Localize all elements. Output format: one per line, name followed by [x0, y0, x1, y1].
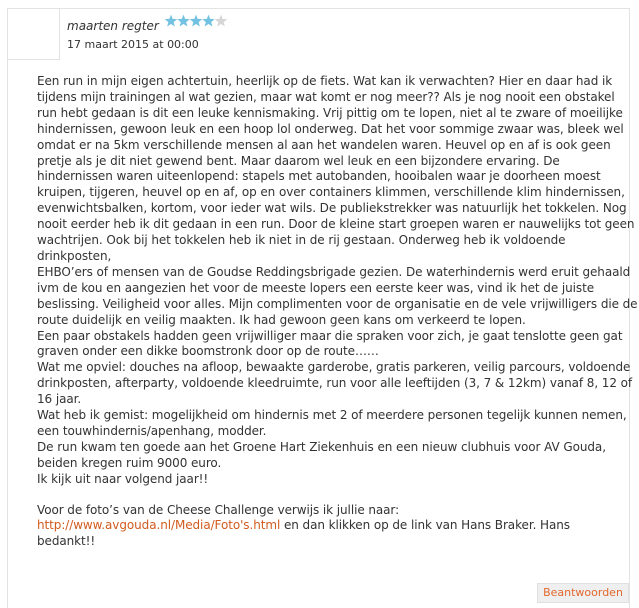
comment-line: route duidelijk en veilig maakten. Ik had gewoon geen kans om verkeerd te lopen.: [37, 312, 526, 327]
star-filled-icon: [177, 15, 190, 27]
comment-line: kruipen, tijgeren, heuvel op en af, op en over containers klimmen, verschillende klim hindernissen,: [37, 185, 625, 200]
reply-button[interactable]: Beantwoorden: [537, 583, 629, 603]
comment-date: 17 maart 2015 at 00:00: [67, 38, 199, 51]
comment-line: graven onder een dikke boomstronk door op de route……: [37, 344, 379, 359]
star-empty-icon: [215, 15, 228, 27]
comment-line: Wat heb ik gemist: mogelijkheid om hindernis met 2 of meerdere personen tegelijk kunnen nemen,: [37, 408, 627, 423]
photo-line-2-text: en dan klikken op de link van Hans Braker. Hans: [280, 518, 570, 533]
star-filled-icon: [190, 15, 203, 27]
comment-line: drinkposten, afterparty, voldoende kleedruimte, run voor alle leeftijden (3, 7 & 12km) vanaf 8, 12 of: [37, 376, 633, 391]
comment-author: maarten regter: [67, 19, 159, 33]
comment-line: run hebt gedaan is dit een leuke kennismaking. Vrij pittig om te lopen, niet al te zware of moeilijke: [37, 105, 623, 120]
comment-line: beslissing. Veiligheid voor alles. Mijn complimenten voor de organisatie en de vele vrijwilligers die de: [37, 296, 638, 311]
comment-line: Een paar obstakels hadden geen vrijwilliger maar die spraken voor zich, je gaat tenslotte geen gat: [37, 328, 623, 343]
comment-line: omdat er na 5km verschillende mensen al aan het wandelen waren. Heuvel op en af is ook geen: [37, 137, 611, 152]
comment-line: drinkposten,: [37, 248, 112, 263]
comment-line: pretje als je dit niet gewend bent. Maar daarom wel leuk en een bijzondere ervaring. De: [37, 153, 560, 168]
star-filled-icon: [202, 15, 215, 27]
comment-line: ivm de kou en aangezien het voor de meeste lopers een eerste keer was, vind ik het de juiste: [37, 280, 594, 295]
comment-line: De run kwam ten goede aan het Groene Hart Ziekenhuis en een nieuw clubhuis voor AV Gouda,: [37, 439, 606, 454]
avatar: [7, 8, 60, 60]
comment-line: evenwichtsbalken, kortom, voor ieder wat wils. De publiekstrekker was natuurlijk het tokkelen. Nog: [37, 201, 627, 216]
rating-stars: [164, 13, 230, 29]
comment-line: hindernissen waren uiteenlopend: stapels met autobanden, hooibalen waar je doorheen moest: [37, 169, 601, 184]
comment-line: Een run in mijn eigen achtertuin, heerlijk op de fiets. Wat kan ik verwachten? Hier en daar had ik: [37, 74, 613, 88]
comment-line: beiden kregen ruim 9000 euro.: [37, 455, 222, 470]
photo-link[interactable]: http://www.avgouda.nl/Media/Foto's.html: [37, 518, 281, 533]
comment-body: [37, 74, 638, 550]
comment-line: tijdens mijn trainingen al wat gezien, maar wat komt er nog meer?? Als je nog nooit een obstakel: [37, 89, 615, 104]
photo-line-2: [37, 518, 621, 534]
comment-line: Wat me opviel: douches na afloop, bewaakte garderobe, gratis parkeren, veilig parcours, voldoende: [37, 360, 631, 375]
comment-line: Ik kijk uit naar volgend jaar!!: [37, 471, 209, 486]
comment-line: 16 jaar.: [37, 392, 82, 407]
comment-line: nooit eerder heb ik dit gedaan in een run. Door de kleine start groepen waren er nauwelijks tot geen: [37, 217, 635, 232]
photo-line-3: bedankt!!: [37, 534, 96, 549]
comment-line: een touwhindernis/apenhang, modder.: [37, 423, 267, 438]
comment-line: wachtrijen. Ook bij het tokkelen heb ik niet in de rij gestaan. Onderweg heb ik voldoende: [37, 233, 566, 248]
comment-line: hindernissen, gewoon leuk en een hoop lol onderweg. Dat het voor sommige zwaar was, bleek wel: [37, 121, 624, 136]
photo-line-1: Voor de foto’s van de Cheese Challenge verwijs ik jullie naar:: [37, 502, 400, 517]
comment-line: EHBO’ers of mensen van de Goudse Reddingsbrigade gezien. De waterhindernis werd eruit gehaald: [37, 264, 631, 279]
star-filled-icon: [165, 15, 178, 27]
